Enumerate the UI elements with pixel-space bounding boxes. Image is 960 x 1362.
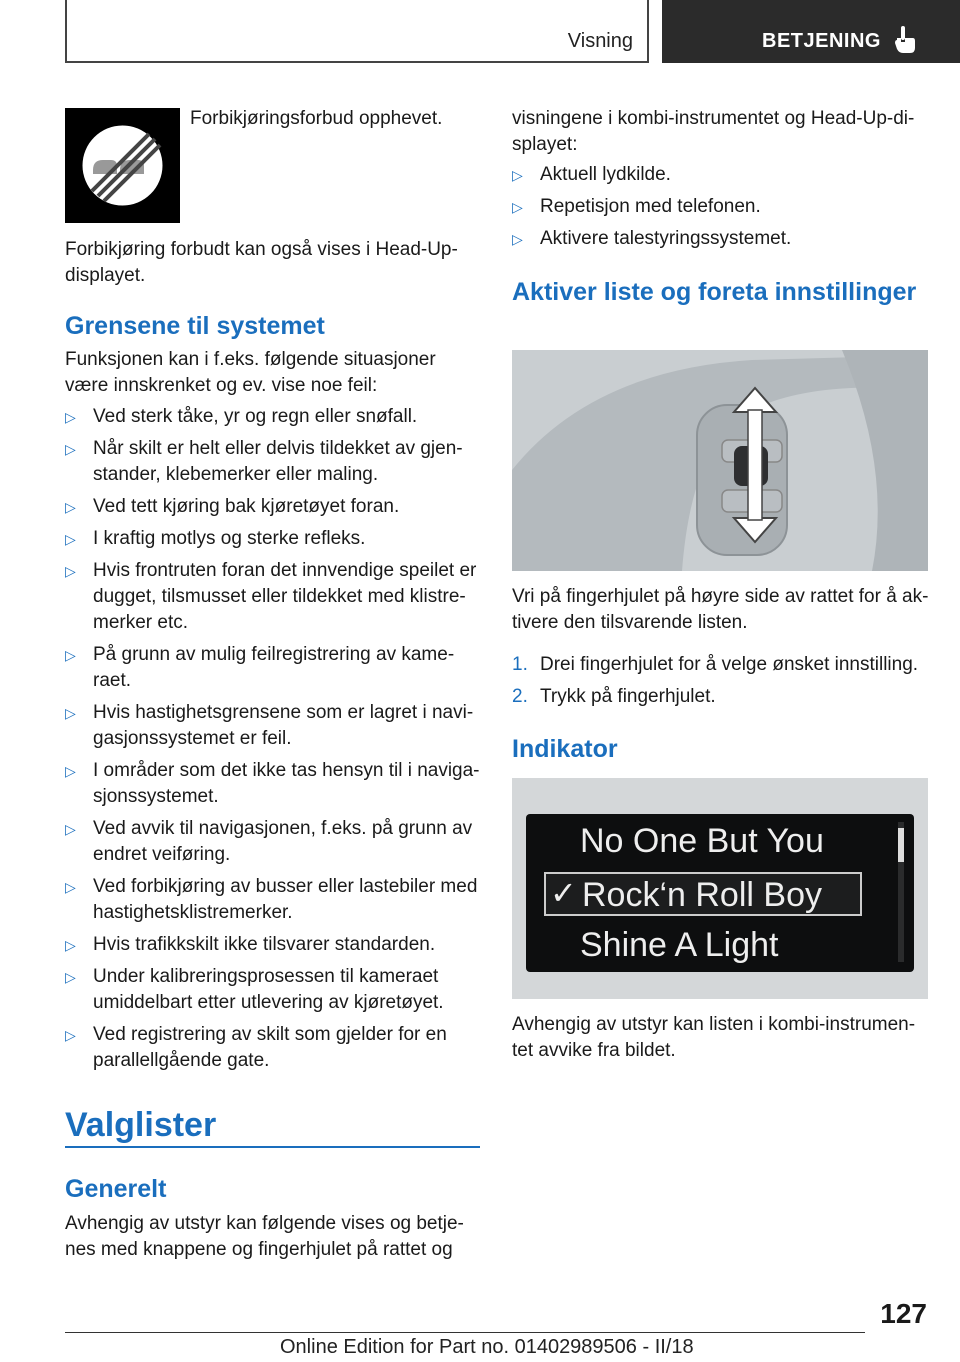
pointing-hand-icon <box>894 26 916 54</box>
list-item: ▷ Når skilt er helt eller delvis tildekket av gjen-stander, klebemerker eller maling. <box>65 438 463 485</box>
sign-caption: Forbikjøringsforbud opphevet. <box>190 108 443 129</box>
generelt-text: Avhengig av utstyr kan følgende vises og betje-nes med knappene og fingerhjulet på rattet og <box>65 1213 464 1260</box>
list-item: ▷ Hvis hastighetsgrensene som er lagret i navi-gasjonssystemet er feil. <box>65 702 474 749</box>
steps-list <box>512 652 932 716</box>
indikator-note: Avhengig av utstyr kan listen i kombi-instrumen-tet avvike fra bildet. <box>512 1014 916 1061</box>
header-chapter-box <box>662 0 960 63</box>
list-item: ▷ Ved forbikjøring av busser eller lastebiler med hastighetsklistremerker. <box>65 876 478 923</box>
heading-activate-list: Aktiver liste og foreta innstillinger <box>512 278 917 306</box>
list-item: 2. Trykk på fingerhjulet. <box>512 686 716 707</box>
heading-valglister: Valglister <box>65 1106 217 1144</box>
list-item: ▷ Ved sterk tåke, yr og regn eller snøfall. <box>65 406 418 427</box>
display-item: No One But You <box>580 822 824 860</box>
list-item: ▷ I områder som det ikke tas hensyn til i naviga-sjonssystemet. <box>65 760 480 807</box>
footer-rule <box>65 1332 865 1333</box>
list-item: ▷ Repetisjon med telefonen. <box>512 196 761 217</box>
overtaking-ban-lifted-sign-image <box>65 108 180 223</box>
display-options-list <box>512 162 932 258</box>
scrollbar-track <box>898 822 904 962</box>
list-item: ▷ Aktuell lydkilde. <box>512 164 671 185</box>
list-item: 1. Drei fingerhjulet for å velge ønsket innstilling. <box>512 654 919 675</box>
wheel-instruction: Vri på fingerhjulet på høyre side av rattet for å ak-tivere den tilsvarende listen. <box>512 586 929 633</box>
continued-text: visningene i kombi-instrumentet og Head-Up-di-splayet: <box>512 108 915 155</box>
scrollbar-thumb <box>898 828 904 862</box>
sign-description: Forbikjøring forbudt kan også vises i Head-Up-displayet. <box>65 239 458 286</box>
edition-line: Online Edition for Part no. 01402989506 - II/18 <box>280 1336 694 1358</box>
heading-rule <box>65 1146 480 1148</box>
steering-wheel-thumbwheel-image <box>512 350 928 571</box>
list-item: ▷ Ved registrering av skilt som gjelder for en parallellgående gate. <box>65 1024 447 1071</box>
header-section-box <box>65 0 649 63</box>
checkmark-icon: ✓ <box>550 875 577 911</box>
heading-indikator: Indikator <box>512 735 618 763</box>
list-item: ▷ På grunn av mulig feilregistrering av kame-raet. <box>65 644 455 691</box>
display-screen <box>526 814 914 972</box>
list-item: ▷ Ved tett kjøring bak kjøretøyet foran. <box>65 496 400 517</box>
page-number: 127 <box>880 1298 927 1329</box>
limits-list <box>65 404 483 1080</box>
limits-intro: Funksjonen kan i f.eks. følgende situasjoner være innskrenket og ev. vise noe feil: <box>65 349 436 396</box>
header-chapter-title: BETJENING <box>762 30 881 52</box>
display-item-selected: ✓ Rock‘n Roll Boy <box>544 872 862 916</box>
list-item: ▷ Hvis trafikkskilt ikke tilsvarer standarden. <box>65 934 436 955</box>
display-item: Shine A Light <box>580 926 779 964</box>
instrument-display-image <box>512 778 928 999</box>
list-item: ▷ I kraftig motlys og sterke refleks. <box>65 528 366 549</box>
list-item: ▷ Ved avvik til navigasjonen, f.eks. på grunn av endret veiføring. <box>65 818 473 865</box>
list-item: ▷ Under kalibreringsprosessen til kameraet umiddelbart etter utlevering av kjøretøyet. <box>65 966 444 1013</box>
list-item: ▷ Hvis frontruten foran det innvendige speilet er dugget, tilsmusset eller tildekket med klistre-merker etc. <box>65 560 477 633</box>
heading-generelt: Generelt <box>65 1175 167 1203</box>
heading-system-limits: Grensene til systemet <box>65 312 325 340</box>
header-section-title: Visning <box>567 30 633 52</box>
list-item: ▷ Aktivere talestyringssystemet. <box>512 228 792 249</box>
